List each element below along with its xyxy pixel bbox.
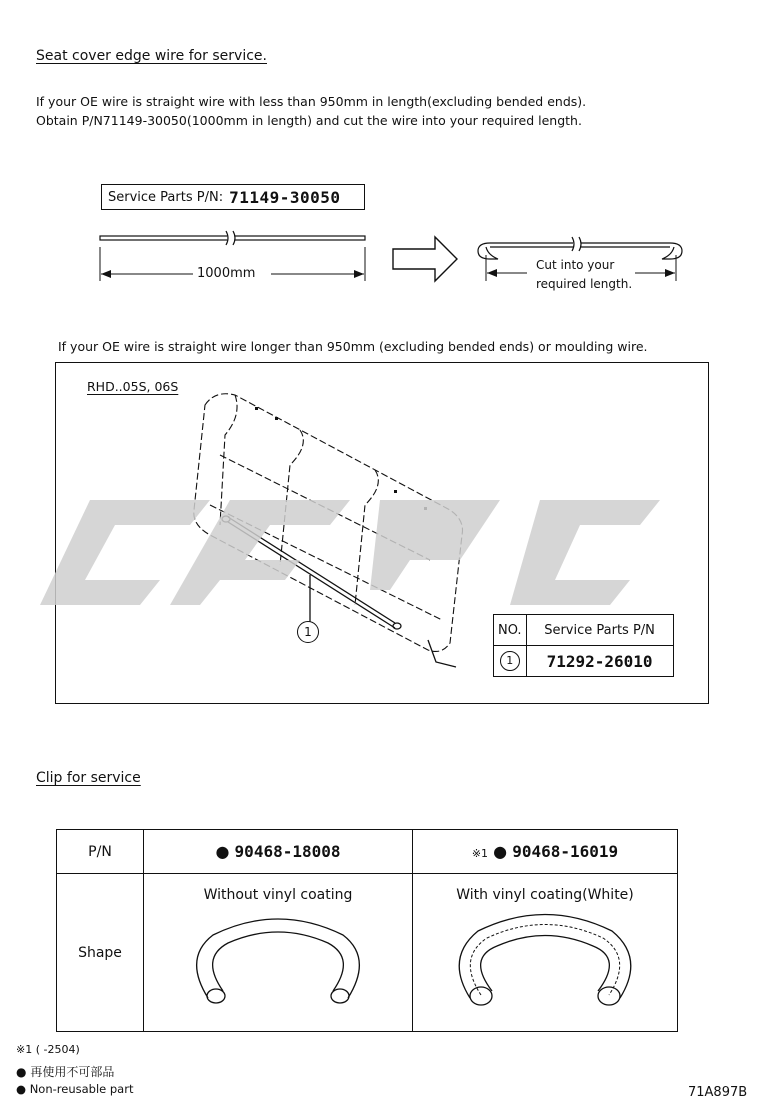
section-heading-clip: Clip for service xyxy=(36,770,141,786)
clip-table-shape-label: Shape xyxy=(57,874,144,1032)
service-part-label: Service Parts P/N: xyxy=(108,189,224,205)
clip-part2-pn-cell xyxy=(413,830,678,874)
service-parts-table xyxy=(493,614,674,677)
instruction-line-1: If your OE wire is straight wire with less than 950mm in length(excluding bended ends). xyxy=(36,94,587,109)
footnote-2-row xyxy=(16,1063,114,1080)
intro-moulding-wire: If your OE wire is straight wire longer than 950mm (excluding bended ends) or moulding wire. xyxy=(58,339,648,354)
black-circle-icon: ● xyxy=(215,842,230,861)
row-part-number: 71292-26010 xyxy=(546,651,653,671)
cut-label-line2: required length. xyxy=(536,277,633,291)
clip-without-coating-illustration xyxy=(178,903,378,1013)
clip-part2-shape-cell xyxy=(413,874,678,1032)
black-circle-icon: ● xyxy=(493,842,508,861)
clip-with-coating-illustration xyxy=(445,903,645,1013)
clip-part1-shape-cell xyxy=(144,874,413,1032)
document-code: 71A897B xyxy=(688,1085,748,1100)
section-heading-edge-wire: Seat cover edge wire for service. xyxy=(36,48,267,64)
cut-label-line1: Cut into your xyxy=(536,258,615,272)
table-row-pn xyxy=(526,646,673,677)
clip-part1-pn-cell xyxy=(144,830,413,874)
straight-wire-illustration xyxy=(100,231,365,245)
callout-number-1: 1 xyxy=(297,621,319,643)
clip-part2-desc: With vinyl coating(White) xyxy=(456,887,634,903)
table-header-no: NO. xyxy=(494,615,527,646)
logo-watermark xyxy=(30,470,730,630)
table-row-no xyxy=(494,646,527,677)
row-number-circle: 1 xyxy=(500,651,520,671)
note-mark: ※1 xyxy=(471,847,489,860)
footnote-3-row xyxy=(16,1082,133,1096)
clip-part1-pn: 90468-18008 xyxy=(234,842,341,861)
service-part-number-box xyxy=(101,184,365,210)
footnote-2: 再使用不可部品 xyxy=(30,1065,115,1079)
clip-part1-desc: Without vinyl coating xyxy=(203,887,353,903)
service-part-number: 71149-30050 xyxy=(229,187,341,207)
footnote-1: ※1 ( -2504) xyxy=(16,1043,80,1056)
clip-table xyxy=(56,829,678,1032)
model-label: RHD..05S, 06S xyxy=(87,379,179,394)
clip-table-pn-label: P/N xyxy=(57,830,144,874)
table-header-pn: Service Parts P/N xyxy=(526,615,673,646)
instruction-line-2: Obtain P/N71149-30050(1000mm in length) and cut the wire into your required length. xyxy=(36,113,582,128)
black-circle-icon: ● xyxy=(16,1082,27,1096)
black-circle-icon: ● xyxy=(16,1065,27,1079)
clip-part2-pn: 90468-16019 xyxy=(512,842,619,861)
length-label: 1000mm xyxy=(197,266,256,281)
arrow-right-icon xyxy=(393,237,457,281)
footnote-3: Non-reusable part xyxy=(29,1082,134,1096)
